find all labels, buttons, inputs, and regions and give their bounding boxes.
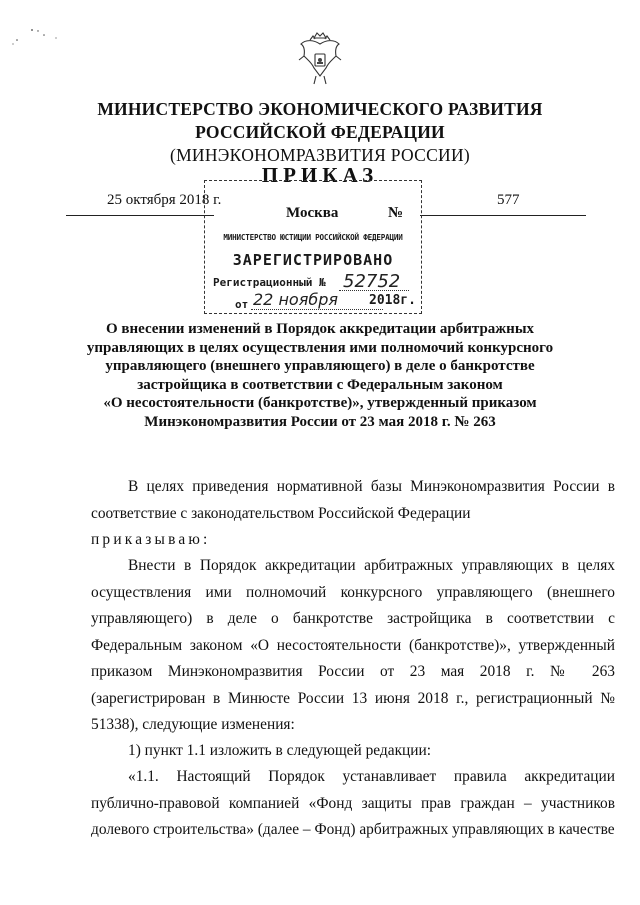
ministry-name-line2: РОССИЙСКОЙ ФЕДЕРАЦИИ	[195, 122, 445, 142]
scan-specks	[4, 22, 74, 62]
order-subject	[80, 320, 560, 431]
stamp-reg-number: 52752	[343, 271, 401, 292]
order-city: Москва	[286, 205, 339, 221]
paragraph-clause-1-1: «1.1. Настоящий Порядок устанавливает правила аккредитации публично-правовой компанией «Фонд защиты прав граждан – участников долевого строительства» (далее – Фонд) арбитражных управляющих в качестве	[91, 768, 615, 838]
number-underline	[420, 215, 586, 216]
subject-line: О внесении изменений в Порядок аккредитации арбитражных	[105, 321, 535, 337]
paragraph-preamble: В целях приведения нормативной базы Минэкономразвития России в соответствие с законодательством Российской Федерации	[91, 478, 615, 522]
subject-line: управляющего (внешнего управляющего) в деле о банкротстве	[105, 358, 535, 374]
ministry-short-name: (МИНЭКОНОМРАЗВИТИЯ РОССИИ)	[169, 145, 471, 165]
date-underline	[66, 215, 214, 216]
stamp-reg-label: Регистрационный №	[213, 276, 326, 289]
stamp-organization: МИНИСТЕРСТВО ЮСТИЦИИ РОССИЙСКОЙ ФЕДЕРАЦИИ	[223, 233, 403, 242]
document-type: ПРИКАЗ	[261, 163, 379, 187]
order-date: 25 октября 2018 г.	[107, 192, 222, 208]
subject-line: управляющих в целях осуществления ими полномочий конкурсного	[86, 339, 554, 356]
subject-line: застройщика в соответствии с Федеральным законом	[137, 376, 503, 393]
subject-line: Минэкономразвития России от 23 мая 2018 г. № 263	[144, 413, 496, 430]
registration-stamp	[204, 180, 422, 314]
number-label: №	[388, 205, 404, 221]
subject-line: «О несостоятельности (банкротстве)», утвержденный приказом	[103, 395, 537, 411]
russian-coat-of-arms-icon	[296, 30, 344, 90]
stamp-number-underline	[339, 290, 409, 291]
stamp-status: ЗАРЕГИСТРИРОВАНО	[232, 251, 394, 269]
ministry-name-line1: МИНИСТЕРСТВО ЭКОНОМИЧЕСКОГО РАЗВИТИЯ	[97, 99, 543, 119]
stamp-year: 2018г.	[369, 293, 416, 308]
stamp-date-prefix: от	[235, 298, 249, 311]
stamp-date-underline	[251, 309, 383, 310]
paragraph-amendment: Внести в Порядок аккредитации арбитражных управляющих в целях осуществления ими полномочий конкурсного управляющего (внешнего управляющего) в деле о банкротстве застройщика в соответствии с Федеральным законом «О несостоятельности (банкротстве)», утвержденный приказом Минэкономразвития России от 23 мая 2018 г. № 263 (зарегистрирован в Минюсте России 13 июня 2018 г., регистрационный № 51338), следующие изменения:	[91, 557, 615, 733]
paragraph-item-1: 1) пункт 1.1 изложить в следующей редакции:	[128, 742, 432, 759]
stamp-date-value: 22 ноября	[253, 290, 338, 309]
order-number: 577	[497, 192, 520, 208]
paragraph-order-word: приказываю:	[91, 531, 211, 548]
